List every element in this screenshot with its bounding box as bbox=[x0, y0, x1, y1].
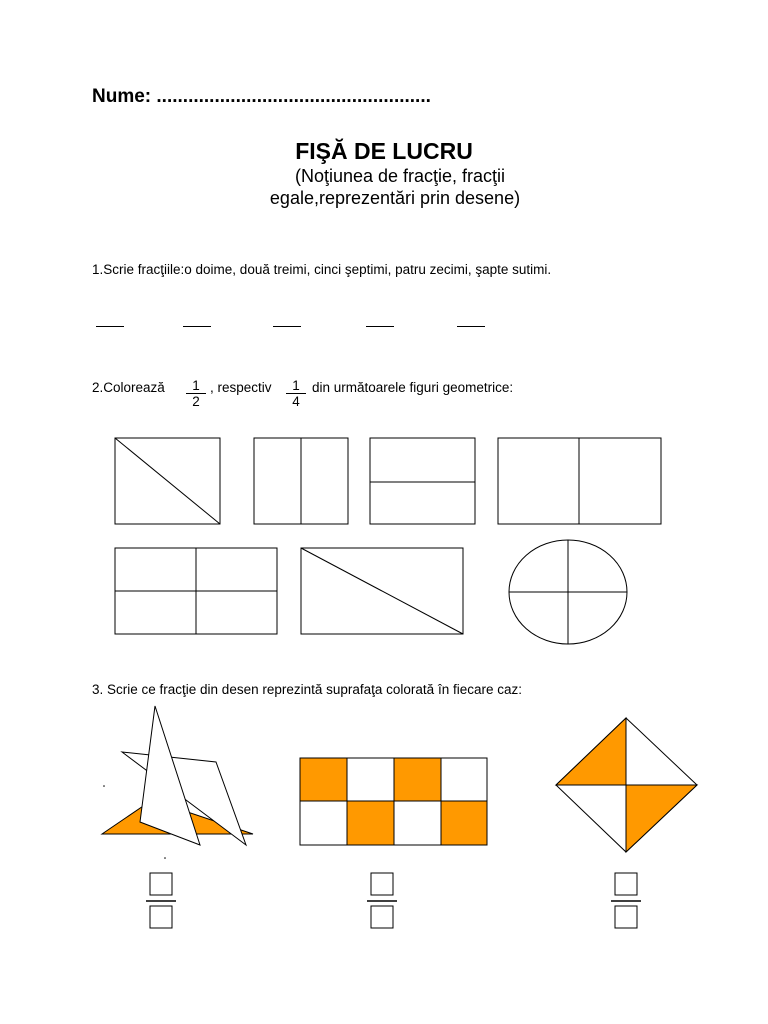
exercise3-text: 3. Scrie ce fracţie din desen reprezintă suprafaţa colorată în fiecare caz: bbox=[92, 682, 522, 697]
overlapping-triangles-figure bbox=[102, 706, 253, 859]
worksheet-subtitle-line2: egale,reprezentări prin desene) bbox=[269, 188, 521, 208]
answer-fraction-3[interactable] bbox=[611, 873, 641, 928]
exercise1-text: 1.Scrie fracţiile:o doime, două treimi, cinci şeptimi, patru zecimi, şapte sutimi. bbox=[92, 262, 552, 277]
answer-fraction-1[interactable] bbox=[146, 873, 176, 928]
fraction-one-quarter-denominator: 4 bbox=[292, 394, 300, 409]
name-line: Nume: .................................................... bbox=[92, 86, 431, 107]
checkered-rectangle-figure bbox=[300, 758, 487, 845]
exercise2-text-before: 2.Colorează bbox=[92, 380, 165, 395]
exercise2-text-after: din următoarele figuri geometrice: bbox=[312, 380, 514, 395]
square-vertical-halves[interactable] bbox=[498, 438, 661, 524]
fraction-one-half-denominator: 2 bbox=[192, 394, 200, 409]
rectangle-diagonal-split-wide[interactable] bbox=[301, 548, 463, 634]
exercise2-text-middle: , respectiv bbox=[210, 380, 272, 395]
fraction-one-half-numerator: 1 bbox=[186, 378, 206, 394]
worksheet-subtitle-line1: (Noţiunea de fracţie, fracţii bbox=[294, 166, 506, 186]
circle-quarters[interactable] bbox=[509, 540, 627, 644]
answer-fraction-2[interactable] bbox=[367, 873, 397, 928]
rectangle-quarters[interactable] bbox=[115, 548, 277, 634]
rectangle-diagonal-split[interactable] bbox=[115, 438, 220, 524]
rectangle-vertical-halves[interactable] bbox=[254, 438, 348, 524]
worksheet-title: FIŞĂ DE LUCRU bbox=[295, 138, 473, 164]
diamond-quarters-figure bbox=[556, 718, 697, 852]
rectangle-horizontal-halves[interactable] bbox=[370, 438, 475, 524]
fraction-one-quarter-numerator: 1 bbox=[286, 378, 306, 394]
